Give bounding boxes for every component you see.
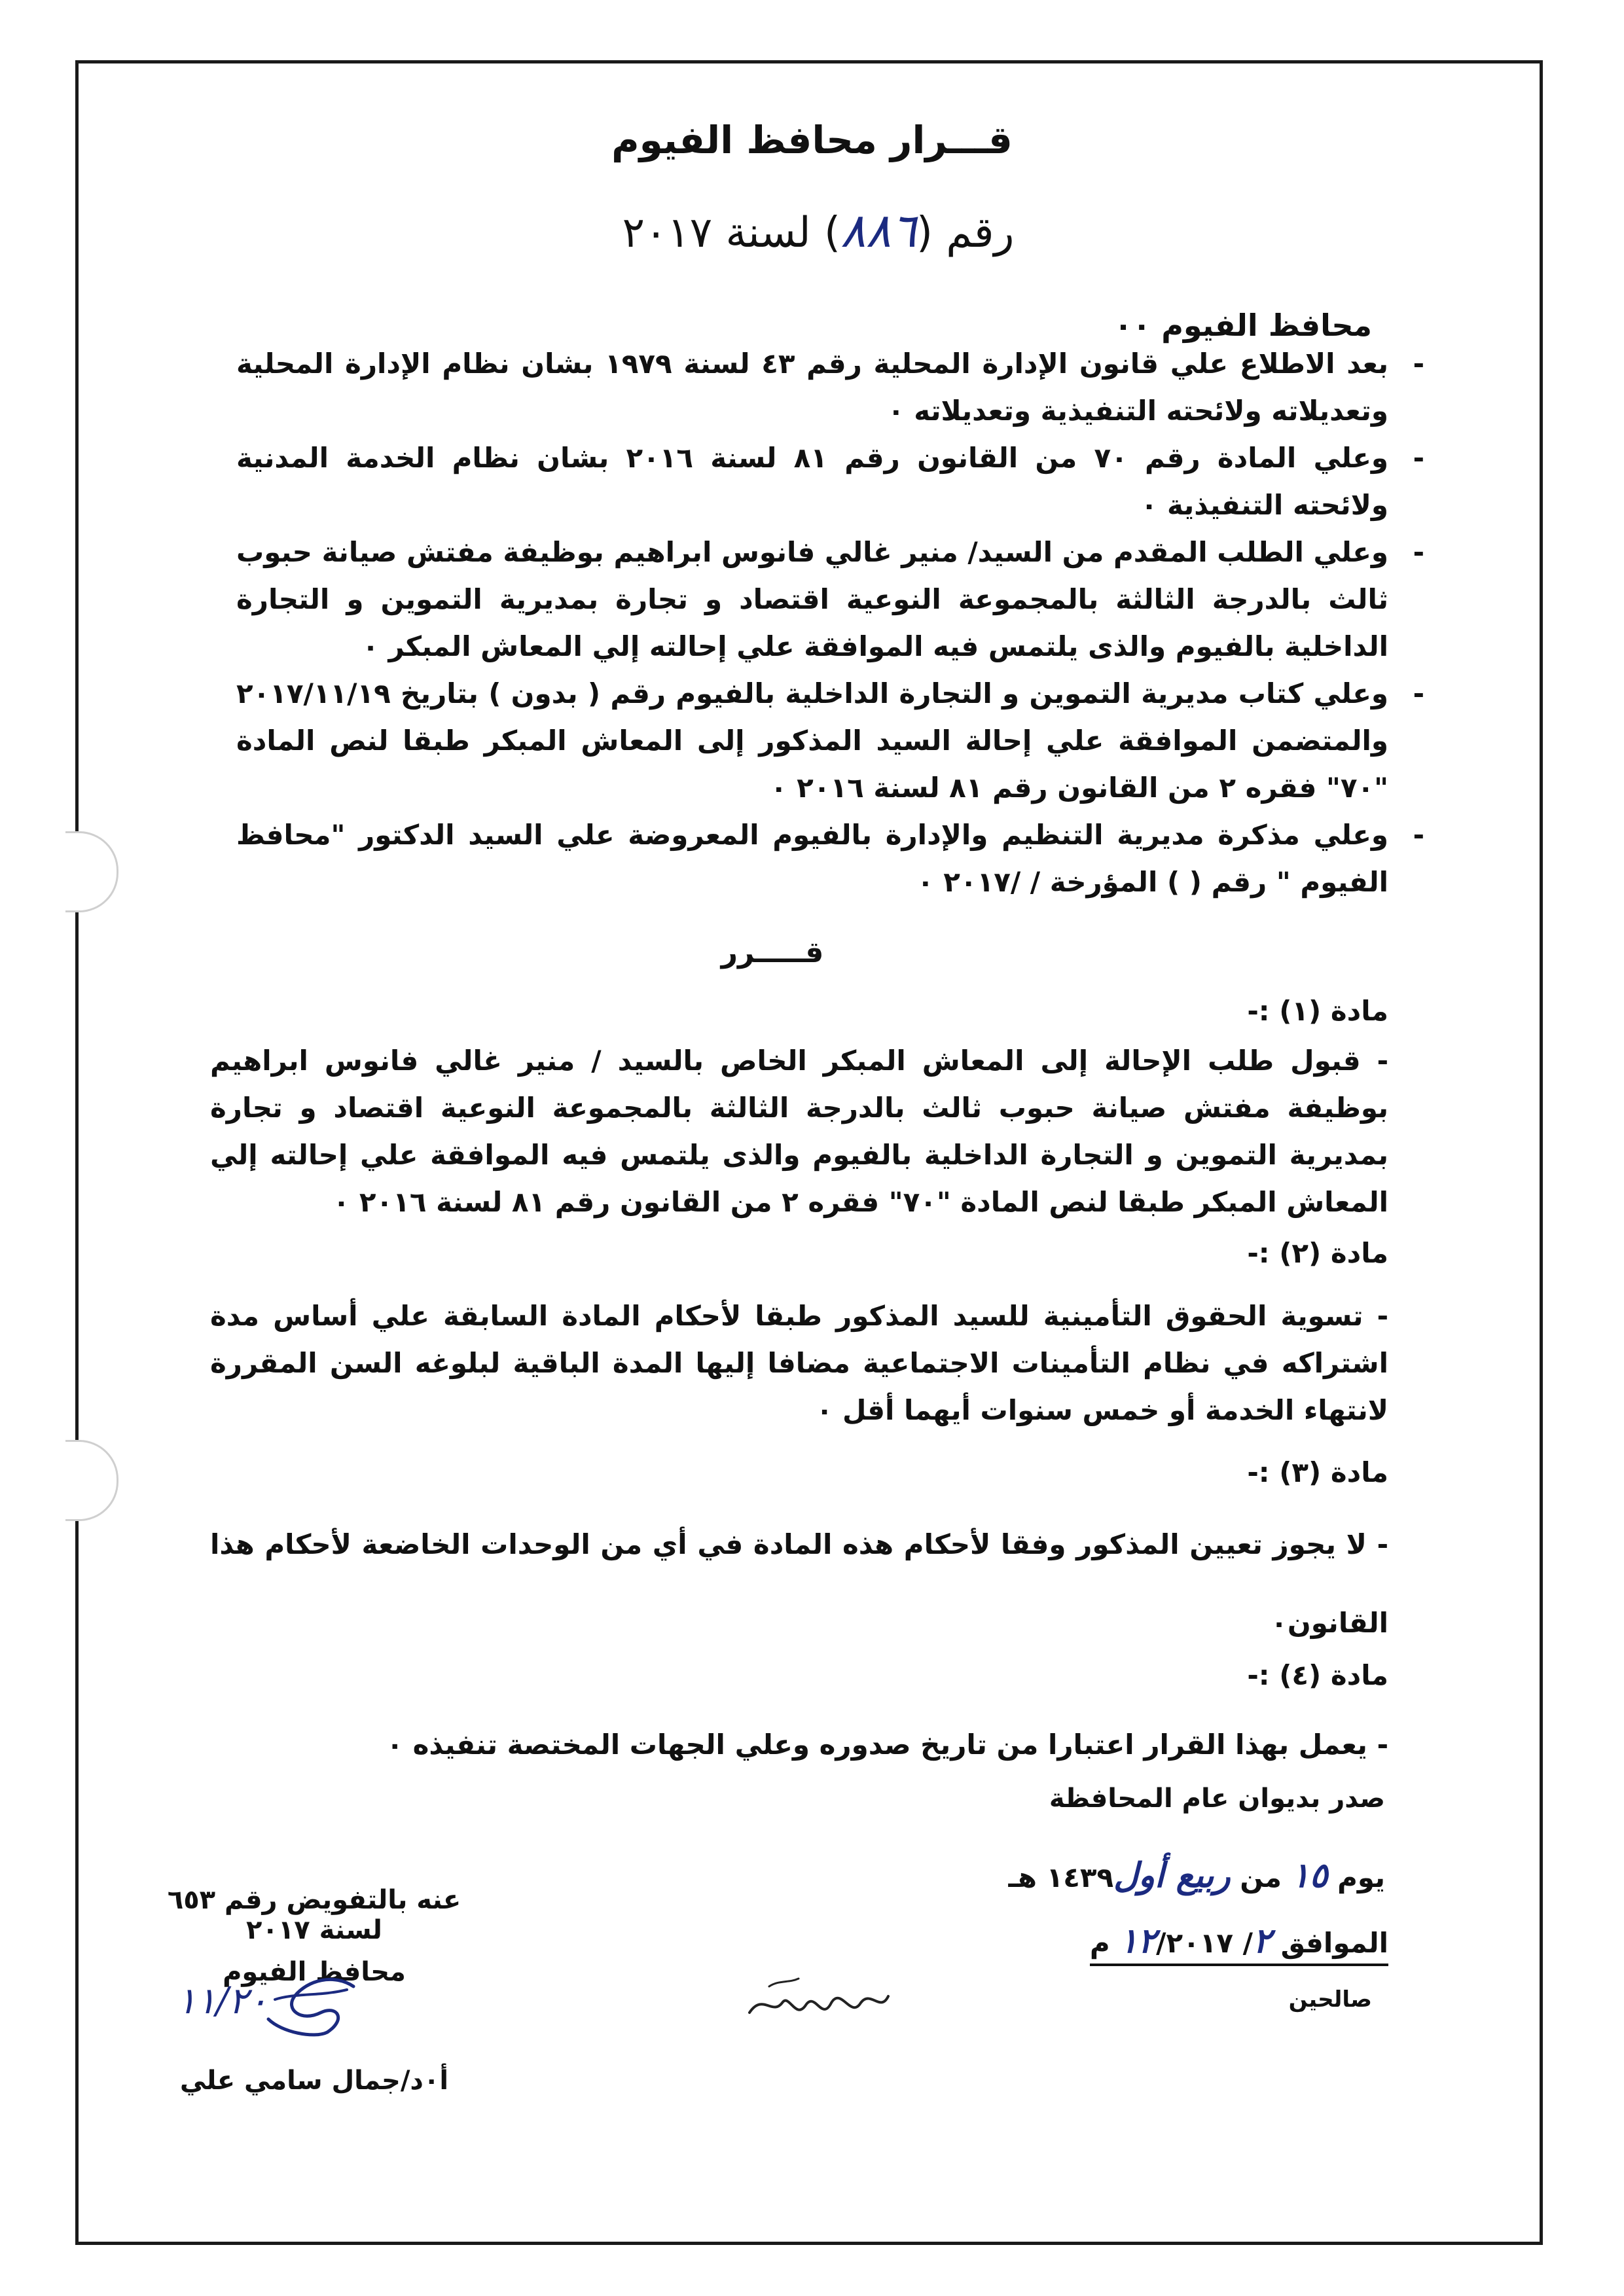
article-3-title: مادة (٣) :-: [1247, 1456, 1388, 1488]
hijri-date: يوم ١٥ من ربيع أول١٤٣٩ هـ: [1008, 1856, 1385, 1895]
handwritten-hijri-day: ١٥: [1291, 1856, 1328, 1895]
delegation-line: عنه بالتفويض رقم ٦٥٣ لسنة ٢٠١٧: [167, 1885, 461, 1945]
prepared-by: صالحين: [1288, 1986, 1372, 2013]
preamble-item: - بعد الاطلاع علي قانون الإدارة المحلية رقم ٤٣ لسنة ١٩٧٩ بشان نظام الإدارة المحلية وتعديلاته ولائحته التنفيذية وتعديلاته ٠: [236, 348, 1424, 427]
handwritten-signature-date: ١١/٢٠: [177, 1980, 268, 2022]
preamble-item: - وعلي كتاب مديرية التموين و التجارة الداخلية بالفيوم رقم ( بدون ) بتاريخ ٢٠١٧/١١/١٩ والمتضمن الموافقة علي إحالة السيد المذكور إلى المعاش المبكر طبقا لنص المادة "٧٠" فقره ٢ من القانون رقم ٨١ لسنة ٢٠١٦ ٠: [236, 677, 1424, 804]
handwritten-decree-number: ٨٨٦: [840, 203, 916, 258]
article-3-body: - لا يجوز تعيين المذكور وفقا لأحكام هذه المادة في أي من الوحدات الخاضعة لأحكام هذا القانون٠: [210, 1528, 1388, 1639]
handwritten-hijri-month: ربيع أول: [1113, 1856, 1231, 1895]
handwritten-greg-day: ٢: [1253, 1921, 1271, 1961]
preamble-item: - وعلي مذكرة مديرية التنظيم والإدارة بالفيوم المعروضة علي السيد الدكتور "محافظ الفيوم " رقم ( ) المؤرخة / /٢٠١٧ ٠: [236, 819, 1424, 898]
decree-heading: قـــــرر: [721, 936, 824, 969]
signatory-name: أ٠د/جمال سامي علي: [179, 2066, 449, 2096]
decree-number-suffix: ) لسنة ٢٠١٧: [622, 209, 840, 257]
article-4-title: مادة (٤) :-: [1247, 1659, 1388, 1691]
reviewer-signature: [743, 1967, 893, 2039]
signatory-title: محافظ الفيوم: [223, 1957, 406, 1987]
preamble-item: - وعلي المادة رقم ٧٠ من القانون رقم ٨١ لسنة ٢٠١٦ بشان نظام الخدمة المدنية ولائحته التنفيذية ٠: [236, 442, 1424, 521]
decree-number-prefix: رقم (: [916, 209, 1015, 257]
addressee: محافظ الفيوم ٠٠: [1114, 308, 1372, 343]
article-2-title: مادة (٢) :-: [1247, 1237, 1388, 1269]
gregorian-date: الموافق ٢/ ١٢/٢٠١٧ م: [1090, 1921, 1388, 1966]
document-title: قـــرار محافظ الفيوم: [611, 118, 1013, 162]
article-4-body: - يعمل بهذا القرار اعتبارا من تاريخ صدوره وعلي الجهات المختصة تنفيذه ٠: [386, 1729, 1388, 1761]
issued-at: صدر بديوان عام المحافظة: [1049, 1784, 1385, 1814]
article-1-title: مادة (١) :-: [1247, 995, 1388, 1027]
decree-number: [589, 203, 1047, 258]
governor-signature: [255, 1960, 367, 2045]
preamble-list: [236, 340, 1424, 906]
preamble-item: - وعلي الطلب المقدم من السيد/ منير غالي فانوس ابراهيم بوظيفة مفتش صيانة حبوب ثالث بالدرجة الثالثة بالمجموعة النوعية اقتصاد و تجارة بمديرية التموين و التجارة الداخلية بالفيوم والذى يلتمس فيه الموافقة علي إحالته إلي المعاش المبكر ٠: [236, 536, 1424, 662]
article-1-body: - قبول طلب الإحالة إلى المعاش المبكر الخاص بالسيد / منير غالي فانوس ابراهيم بوظيفة مفتش صيانة حبوب ثالث بالدرجة الثالثة بالمجموعة النوعية اقتصاد و تجارة بمديرية التموين و التجارة الداخلية بالفيوم والذى يلتمس فيه الموافقة علي إحالته إلي المعاش المبكر طبقا لنص المادة "٧٠" فقره ٢ من القانون رقم ٨١ لسنة ٢٠١٦ ٠: [210, 1045, 1388, 1218]
article-2-body: - تسوية الحقوق التأمينية للسيد المذكور طبقا لأحكام المادة السابقة علي أساس مدة اشتراكه في نظام التأمينات الاجتماعية مضافا إليها المدة الباقية لبلوغه السن المقررة لانتهاء الخدمة أو خمس سنوات أيهما أقل ٠: [210, 1300, 1388, 1426]
handwritten-greg-month: ١٢: [1119, 1921, 1157, 1961]
